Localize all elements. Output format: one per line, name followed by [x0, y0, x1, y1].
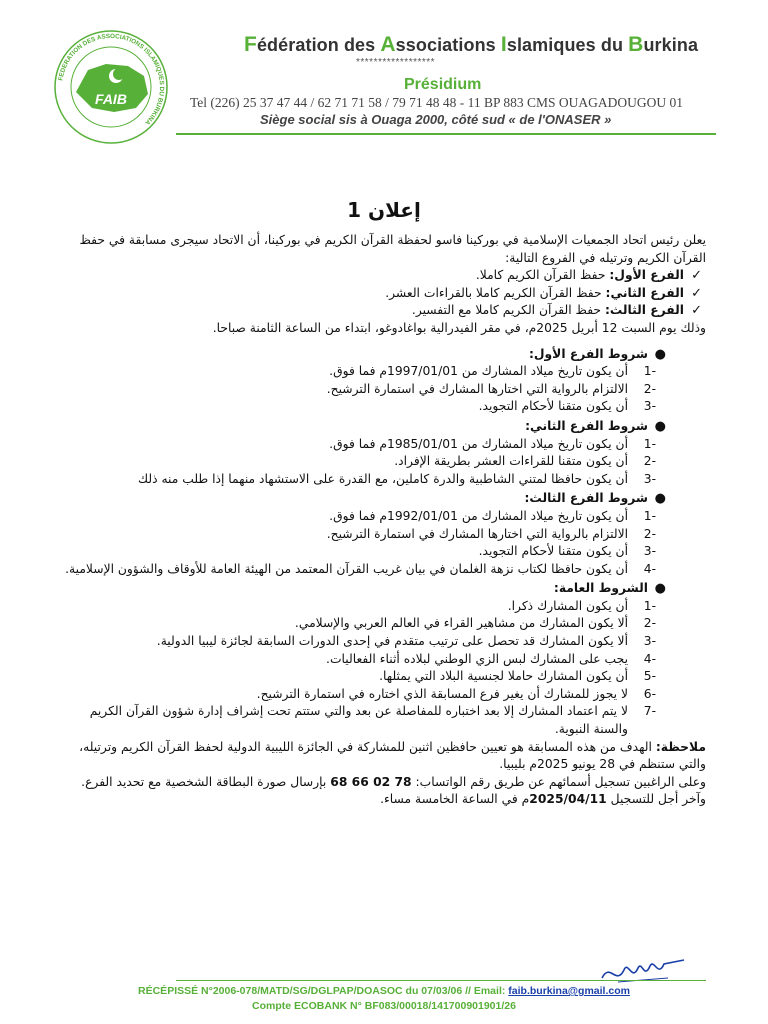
head-office-line: Siège social sis à Ouaga 2000, côté sud « de l'ONASER » — [260, 112, 612, 127]
bullet-icon: ● — [654, 581, 666, 597]
intro-paragraph: يعلن رئيس اتحاد الجمعيات الإسلامية في بوركينا فاسو لحفظة القرآن الكريم في بوركينا، أن الاتحاد سيجرى مسابقة في حفظ القرآن الكريم وترتيله في الفروع التالية: — [79, 233, 706, 265]
condition-item: -1 أن يكون تاريخ ميلاد المشارك من 1985/01/01م فما فوق. — [329, 436, 656, 451]
condition-item: -1 أن يكون تاريخ ميلاد المشارك من 1997/01/01م فما فوق. — [329, 364, 656, 379]
footer-divider — [176, 980, 706, 981]
condition-item: -2 الالتزام بالرواية التي اختارها المشارك في استمارة الترشيح. — [326, 526, 656, 541]
condition-item: -1 أن يكون المشارك ذكرا. — [507, 598, 656, 613]
section-branch-1 — [61, 346, 706, 416]
condition-item: -3 ألا يكون المشارك قد تحصل على ترتيب متقدم في إحدى الدورات السابقة لجائزة ليبيا الدولية. — [156, 634, 656, 649]
section-branch-3 — [61, 490, 706, 578]
condition-item: -7 لا يتم اعتماد المشارك إلا بعد اختباره للمفاصلة عن بعد والتي ستتم تحت إشراف إدارة شؤون القرآن الكريم والسنة النبوية. — [89, 704, 656, 737]
registration-paragraph: وعلى الراغبين تسجيل أسمائهم عن طريق رقم الواتساب: 78 02 66 68 بإرسال صورة البطاقة الشخصية مع تحديد الفرع. وآخر أجل للتسجيل 2025/04/11م في الساعة الخامسة مساء. — [81, 774, 706, 807]
condition-item: -1 أن يكون تاريخ ميلاد المشارك من 1992/01/01م فما فوق. — [329, 508, 656, 523]
date-line: وذلك يوم السبت 12 أبريل 2025م، في مقر الفيدرالية بواغادوغو، ابتداء من الساعة الثامنة صباحا. — [212, 320, 706, 335]
section-general-conditions — [61, 580, 706, 738]
contact-line: Tel (226) 25 37 47 44 / 62 71 71 58 / 79 71 48 48 - 11 BP 883 CMS OUAGADOUGOU 01 — [190, 95, 684, 110]
whatsapp-number: 78 02 66 68 — [330, 774, 412, 789]
announcement-body — [61, 232, 706, 809]
note-label: ملاحظة: — [655, 739, 706, 754]
check-icon: ✓ — [691, 285, 702, 301]
check-icon: ✓ — [691, 268, 702, 284]
announcement-title: إعلان 1 — [347, 198, 421, 222]
condition-item: -2 الالتزام بالرواية التي اختارها المشارك في استمارة الترشيح. — [326, 381, 656, 396]
condition-item: -3 أن يكون حافظا لمتني الشاطبية والدرة كاملين، مع القدرة على الاستشهاد منهما إذا طلب منه ذلك — [137, 471, 656, 486]
header-stars: ****************** — [356, 57, 436, 68]
logo-text: FAIB — [95, 91, 127, 107]
condition-item: -3 أن يكون متقنا لأحكام التجويد. — [478, 399, 656, 414]
condition-item: -4 يجب على المشارك لبس الزي الوطني لبلاده أثناء الفعاليات. — [326, 651, 656, 666]
branch-item: ✓ الفرع الثاني: حفظ القرآن الكريم كاملا بالقراءات العشر. — [385, 285, 702, 301]
branches-list — [61, 267, 706, 320]
organization-name: Fédération des Associations Islamiques du Burkina — [244, 33, 699, 56]
section-heading: شروط الفرع الأول: — [528, 346, 648, 361]
note-paragraph: ملاحظة: الهدف من هذه المسابقة هو تعيين حافظين اثنين للمشاركة في الجائزة الليبية الدولية لحفظ القرآن الكريم وترتيله، والتي ستنظم في 28 يونيو 2025م بليبيا. — [79, 739, 706, 772]
logo-ring-text: FEDERATION DES ASSOCIATIONS ISLAMIQUES DU BURKINA — [57, 32, 166, 126]
branch-item: ✓ الفرع الأول: حفظ القرآن الكريم كاملا. — [475, 268, 702, 284]
email-link[interactable]: faib.burkina@gmail.com — [508, 985, 630, 997]
condition-item: -4 أن يكون حافظا لكتاب نزهة الغلمان في بيان غريب القرآن المعتمد من الهيئة العامة للأوقاف والشؤون الإسلامية. — [65, 561, 656, 576]
section-heading: الشروط العامة: — [553, 581, 648, 596]
condition-item: -3 أن يكون متقنا لأحكام التجويد. — [478, 544, 656, 559]
branch-item: ✓ الفرع الثالث: حفظ القرآن الكريم كاملا مع التفسير. — [411, 303, 702, 319]
condition-item: -5 أن يكون المشارك حاملا لجنسية البلاد التي يمثلها. — [379, 669, 656, 684]
section-heading: شروط الفرع الثاني: — [525, 418, 648, 433]
condition-item: -2 ألا يكون المشارك من مشاهير القراء في العالم العربي والإسلامي. — [294, 616, 656, 631]
bullet-icon: ● — [654, 346, 666, 362]
section-heading: شروط الفرع الثالث: — [524, 491, 648, 506]
condition-item: -6 لا يجوز للمشارك أن يغير فرع المسابقة الذي اختاره في استمارة الترشيح. — [256, 686, 656, 701]
receipt-line: RÉCÉPISSÉ N°2006-078/MATD/SG/DGLPAP/DOASOC du 07/03/06 // Email: faib.burkina@gmail.com — [138, 985, 630, 997]
presidium-label: Présidium — [404, 76, 482, 93]
faib-logo — [36, 28, 186, 146]
registration-deadline: 2025/04/11 — [529, 792, 607, 807]
check-icon: ✓ — [691, 303, 702, 319]
bank-account-line: Compte ECOBANK N° BF083/00018/141700901901/26 — [252, 1000, 516, 1012]
section-branch-2 — [61, 418, 706, 488]
bullet-icon: ● — [654, 418, 666, 434]
condition-item: -2 أن يكون متقنا للقراءات العشر بطريقة الإفراد. — [394, 454, 656, 469]
bullet-icon: ● — [654, 491, 666, 507]
header-divider — [176, 133, 716, 135]
